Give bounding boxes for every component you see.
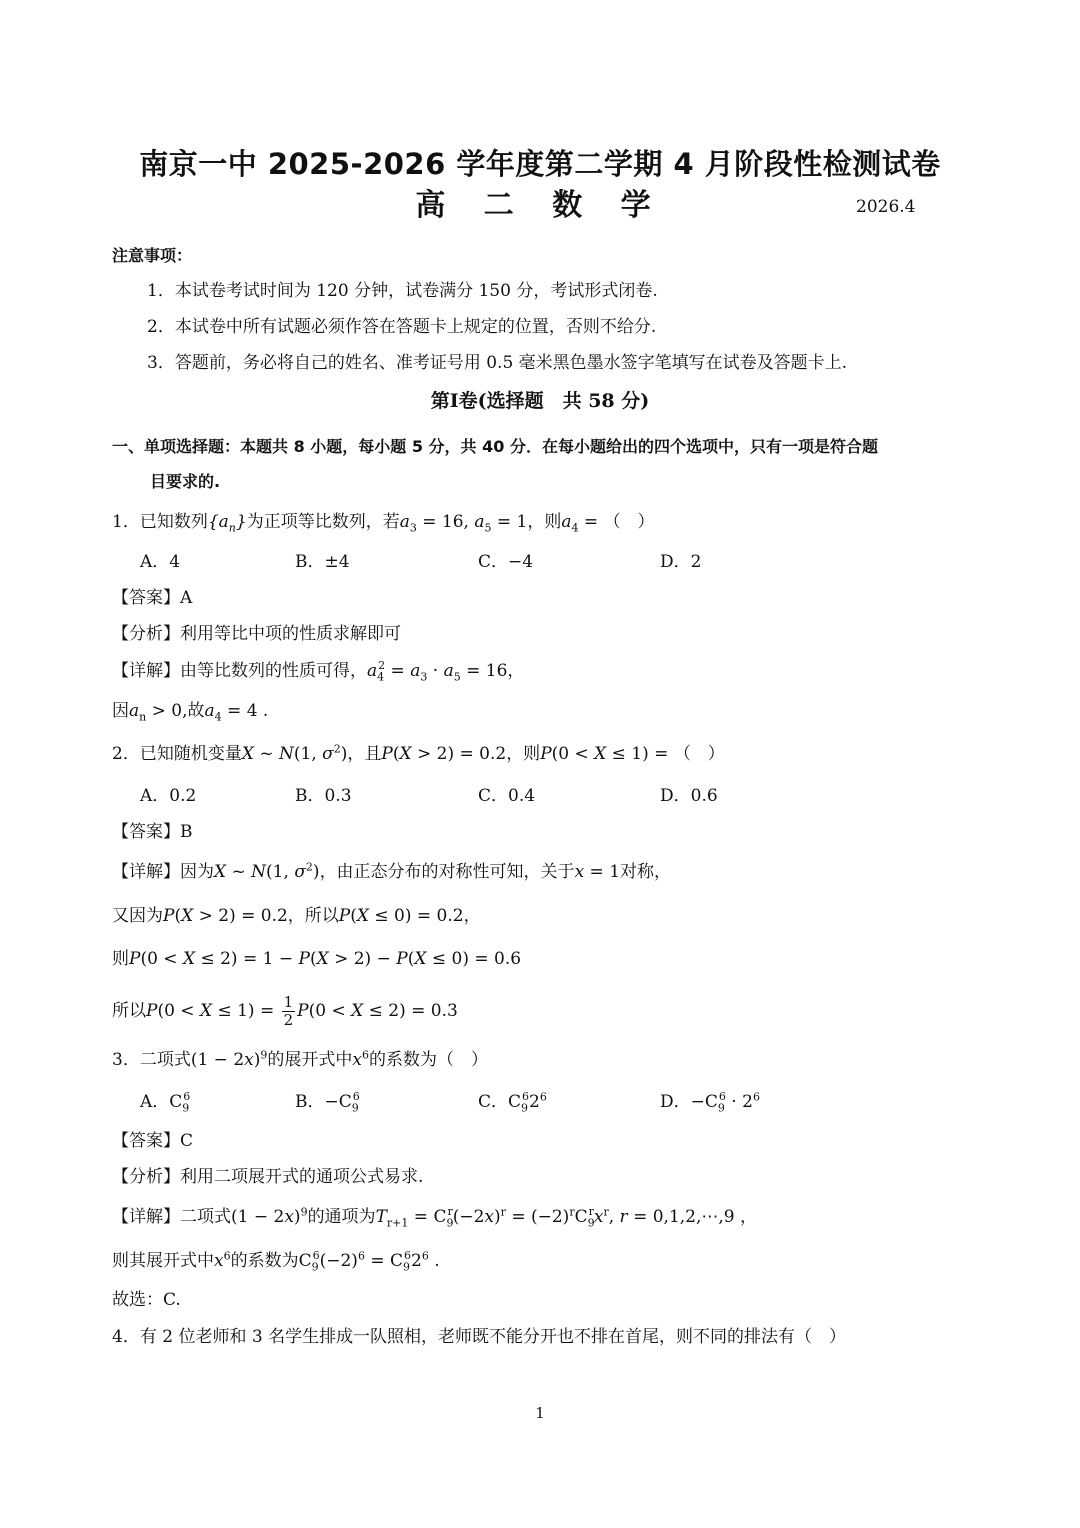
q2-option-d: D．0.6 <box>660 786 718 806</box>
part-heading-line2: 目要求的. <box>150 472 221 491</box>
q2-option-b: B．0.3 <box>295 786 352 806</box>
q2-detail: 【详解】因为X ~ N(1, $\sigma^2$)，由正态分布的对称性可知，关于x = 1对称， <box>112 860 672 882</box>
subject-title: 高 二 数 学 <box>415 188 665 223</box>
q3-conclusion: 故选：C. <box>112 1290 181 1310</box>
exam-date: 2026.4 <box>856 197 916 217</box>
q3-option-d: D．$-C_9^6 \cdot 2^6$ <box>660 1090 760 1115</box>
q1-option-d: D．2 <box>660 552 702 572</box>
q2-detail-4: 所以P(0 < X ≤ 1) = $\frac{1}{2}$ P(0 < X ≤ 2) = 0.3 <box>112 993 458 1029</box>
exam-title: 南京一中 2025-2026 学年度第二学期 4 月阶段性检测试卷 <box>139 147 941 181</box>
q1-analysis: 【分析】利用等比中项的性质求解即可 <box>112 624 401 644</box>
notice-heading: 注意事项： <box>112 246 193 265</box>
question-2: 2．已知随机变量X ~ N(1, $\sigma^2$)，且P(X > 2) = 0.2，则P(0 < X ≤ 1) = （ ） <box>112 742 725 764</box>
q3-answer: 【答案】C <box>112 1131 194 1151</box>
q3-detail: 【详解】二项式$(1 - 2x)^9$的通项为$T_{r+1} = C_9^r(-2x)^r = (-2)^rC_9^rx^r$, r = 0,1,2,⋯,9 ， <box>112 1205 758 1230</box>
q2-option-c: C．0.4 <box>478 786 536 806</box>
q3-option-a: A．$C_9^6$ <box>140 1090 191 1115</box>
q3-option-b: B．$-C_9^6$ <box>295 1090 360 1115</box>
q2-answer: 【答案】B <box>112 822 193 842</box>
q1-answer: 【答案】A <box>112 588 193 608</box>
q2-option-a: A．0.2 <box>140 786 197 806</box>
notice-item-1: 1．本试卷考试时间为 120 分钟，试卷满分 150 分，考试形式闭卷. <box>147 281 658 301</box>
question-1: 1．已知数列$\{a_n\}$为正项等比数列，若$a_3 = 16$, $a_5 = 1$，则$a_4$ = （ ） <box>112 512 655 535</box>
part-heading-line1: 一、单项选择题：本题共 8 小题，每小题 5 分，共 40 分．在每小题给出的四个选项中，只有一项是符合题 <box>112 437 878 456</box>
section-heading: 第Ⅰ卷(选择题 共 58 分) <box>430 390 650 412</box>
q3-detail-2: 则其展开式中$x^6$的系数为$C_9^6(-2)^6 = C_9^62^6$ . <box>112 1249 440 1274</box>
question-3: 3．二项式$(1 - 2x)^9$的展开式中$x^6$的系数为（ ） <box>112 1048 488 1070</box>
q1-option-c: C．−4 <box>478 552 534 572</box>
notice-item-3: 3．答题前，务必将自己的姓名、准考证号用 0.5 毫米黑色墨水签字笔填写在试卷及答题卡上. <box>147 353 848 373</box>
page-number: 1 <box>535 1404 545 1422</box>
question-4: 4．有 2 位老师和 3 名学生排成一队照相，老师既不能分开也不排在首尾，则不同的排法有（ ） <box>112 1327 847 1347</box>
notice-item-2: 2．本试卷中所有试题必须作答在答题卡上规定的位置，否则不给分. <box>147 317 657 337</box>
q2-detail-3: 则P(0 < X ≤ 2) = 1 − P(X > 2) − P(X ≤ 0) = 0.6 <box>112 949 522 969</box>
q1-option-b: B．±4 <box>295 552 350 572</box>
q3-option-c: C．$C_9^62^6$ <box>478 1090 547 1115</box>
q1-option-a: A．4 <box>140 552 181 572</box>
q2-detail-2: 又因为P(X > 2) = 0.2，所以P(X ≤ 0) = 0.2， <box>112 906 481 926</box>
q1-detail-2: 因$a_n > 0$,故$a_4 = 4$ . <box>112 701 269 724</box>
q3-analysis: 【分析】利用二项展开式的通项公式易求. <box>112 1167 424 1187</box>
q1-detail: 【详解】由等比数列的性质可得，$a_4^2 = a_3 \cdot a_5 = 16$， <box>112 659 525 684</box>
